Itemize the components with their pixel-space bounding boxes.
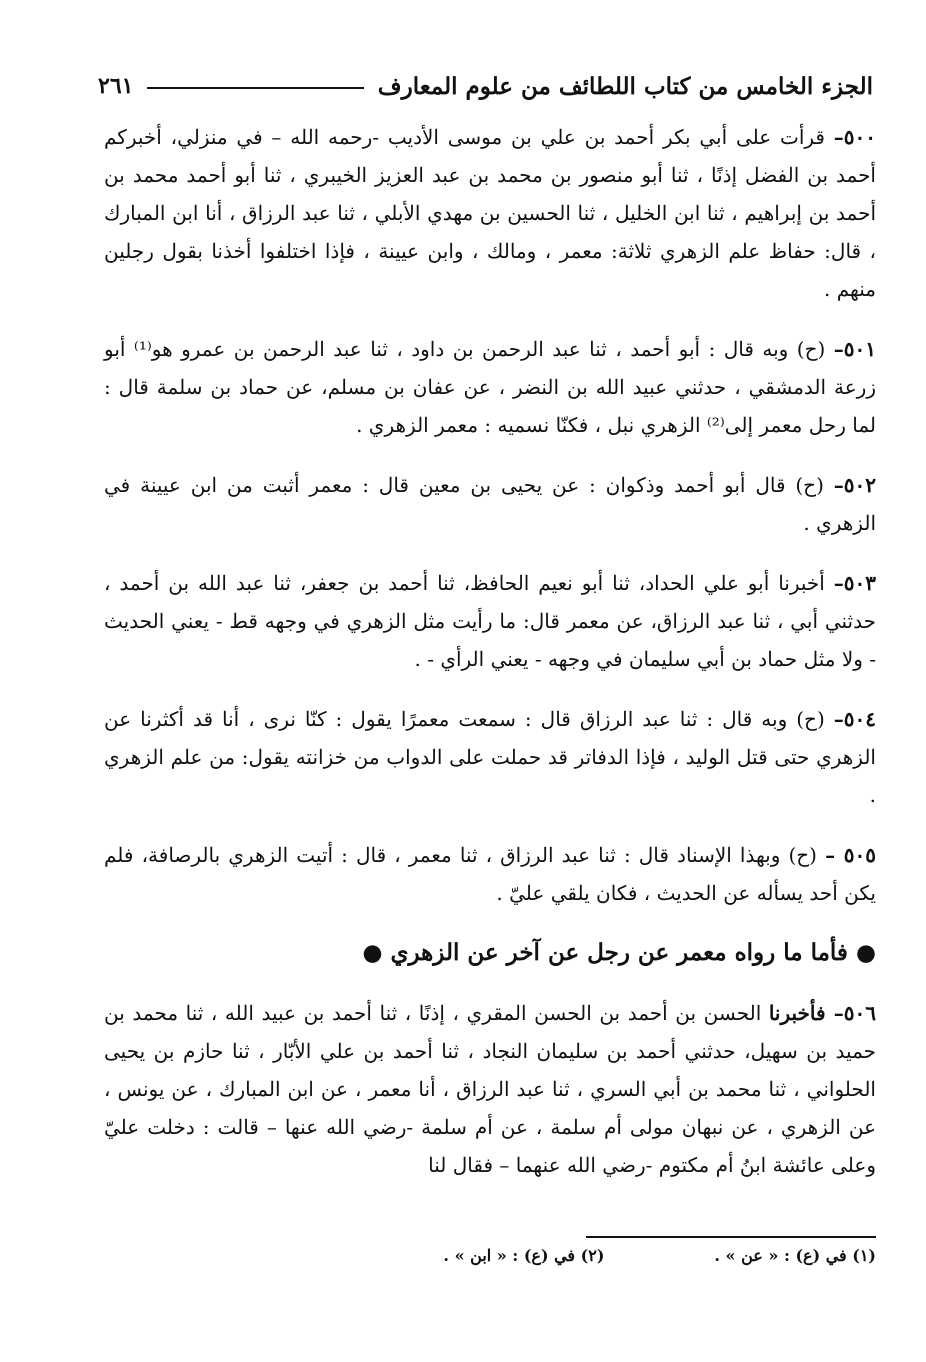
paragraph-text: أخبرنا أبو علي الحداد، ثنا أبو نعيم الحافظ، ثنا أحمد بن جعفر، ثنا عبد الله بن أحمد ، حدثني أبي ، ثنا عبد الرزاق، عن معمر قال: ما رأيت مثل الزهري في وجهه قط - يعني الحديث - ولا مثل حماد بن أبي سليمان في وجهه - يعني الرأي - . — [104, 571, 876, 671]
body-text — [104, 118, 876, 1206]
footnote-1: (١) في (ع) : « عن » . — [714, 1246, 876, 1265]
paragraph-number: ٥٠٣– — [833, 571, 876, 595]
paragraph-number: ٥٠٢– — [833, 473, 876, 497]
section-heading: ● فأما ما رواه معمر عن رجل عن آخر عن الزهري ● — [362, 939, 876, 966]
paragraph-504 — [104, 700, 876, 814]
paragraph-number: ٥٠٦– فأخبرنا — [768, 1001, 876, 1025]
paragraph-500 — [104, 118, 876, 308]
paragraph-text: (ح) وبه قال : ثنا عبد الرزاق قال : سمعت معمرًا يقول : كنّا نرى ، أنا قد أكثرنا عن الزهري حتى قتل الوليد ، فإذا الدفاتر قد حملت على الدواب من خزانته يقول: من علم الزهري . — [104, 707, 876, 807]
paragraph-text: (ح) قال أبو أحمد وذكوان : عن يحيى بن معين قال : معمر أثبت من ابن عيينة في الزهري . — [104, 473, 876, 535]
page-header — [98, 66, 873, 106]
paragraph-502 — [104, 466, 876, 542]
header-rule — [147, 87, 363, 89]
paragraph-503 — [104, 564, 876, 678]
footnote-2: (٢) في (ع) : « ابن » . — [443, 1246, 605, 1265]
header-title: الجزء الخامس من كتاب اللطائف من علوم المعارف — [377, 72, 873, 100]
footnote-rule — [586, 1236, 876, 1238]
page-number: ٢٦١ — [98, 73, 134, 99]
paragraph-text: (ح) وبه قال : أبو أحمد ، ثنا عبد الرحمن بن داود ، ثنا عبد الرحمن بن عمرو هو⁽¹⁾ أبو زرعة الدمشقي ، حدثني عبيد الله بن النضر ، عن عفان بن مسلم، عن حماد بن سلمة قال : لما رحل معمر إلى⁽²⁾ الزهري نبل ، فكنّا نسميه : معمر الزهري . — [104, 337, 876, 437]
paragraph-text: (ح) وبهذا الإسناد قال : ثنا عبد الرزاق ، ثنا معمر ، قال : أتيت الزهري بالرصافة، فلم يكن أحد يسأله عن الحديث ، فكان يلقي عليّ . — [104, 843, 876, 905]
paragraph-506 — [104, 994, 876, 1184]
paragraph-number: ٥٠٤– — [833, 707, 876, 731]
paragraph-505 — [104, 836, 876, 912]
paragraph-number: ٥٠٥ – — [825, 843, 877, 867]
paragraph-text: الحسن بن أحمد بن الحسن المقري ، إذنًا ، ثنا أحمد بن عبيد الله ، ثنا محمد بن حميد بن سهيل، حدثني أحمد بن سليمان النجاد ، ثنا أحمد بن علي الأبّار ، ثنا حازم بن يحيى الحلواني ، ثنا محمد بن أبي السري ، ثنا عبد الرزاق ، أنا معمر ، عن ابن المبارك ، عن يونس ، عن الزهري ، عن نبهان مولى أم سلمة ، عن أم سلمة -رضي الله عنها – قالت : دخلت عليّ وعلى عائشة ابنُ أم مكتوم -رضي الله عنهما – فقال لنا — [104, 1001, 877, 1177]
paragraph-text: قرأت على أبي بكر أحمد بن علي بن موسى الأديب -رحمه الله – في منزلي، أخبركم أحمد بن الفضل إذنًا ، ثنا أبو منصور بن محمد بن عبد العزيز الخيبري ، ثنا أبو أحمد محمد بن أحمد بن إبراهيم ، ثنا ابن الخليل ، ثنا الحسين بن مهدي الأبلي ، ثنا عبد الرزاق ، أنا ابن المبارك ، قال: حفاظ علم الزهري ثلاثة: معمر ، ومالك ، وابن عيينة ، فإذا اختلفوا أخذنا بقول رجلين منهم . — [104, 125, 876, 301]
paragraph-number: ٥٠١– — [833, 337, 876, 361]
footnotes — [260, 1246, 876, 1265]
paragraph-501 — [104, 330, 876, 444]
paragraph-number: ٥٠٠– — [833, 125, 876, 149]
